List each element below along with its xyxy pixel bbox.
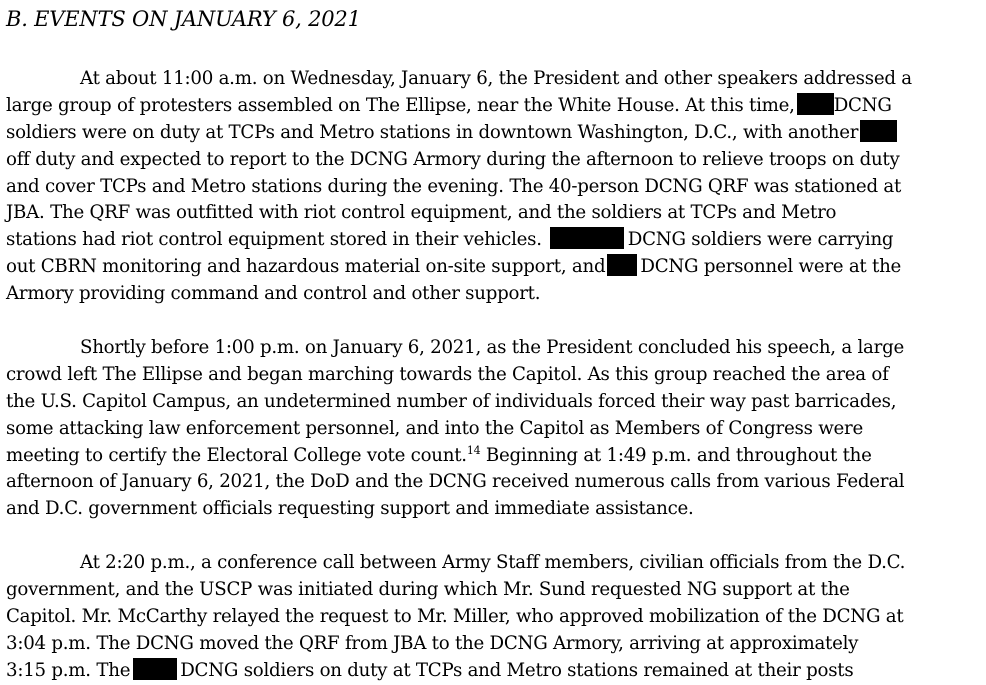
text-line: 3:04 p.m. The DCNG moved the QRF from JBA to the DCNG Armory, arriving at approximately: [6, 632, 859, 654]
paragraph-3: [6, 550, 982, 684]
text-line: off duty and expected to report to the DCNG Armory during the afternoon to relieve troops on duty: [6, 148, 900, 170]
redaction-box: [797, 93, 834, 115]
text-line: [6, 227, 982, 254]
text-line: [6, 335, 982, 362]
line-text: DCNG soldiers were carrying: [627, 229, 894, 251]
text-line: [6, 93, 982, 120]
line-text: DCNG personnel were at the: [640, 256, 902, 278]
line-text: At about 11:00 a.m. on Wednesday, January 6, the President and other speakers addressed a: [80, 68, 912, 89]
text-line: [6, 550, 982, 577]
line-text: out CBRN monitoring and hazardous material on-site support, and: [6, 256, 606, 278]
text-line: [6, 66, 982, 93]
redaction-box: [607, 254, 637, 276]
redaction-box: [860, 120, 897, 142]
text-line: [6, 658, 982, 685]
text-line: the U.S. Capitol Campus, an undetermined number of individuals forced their way past barricades,: [6, 390, 897, 412]
document-page: [6, 0, 982, 685]
paragraph-2: [6, 335, 982, 523]
line-text: Beginning at 1:49 p.m. and throughout the: [480, 444, 872, 466]
text-line: some attacking law enforcement personnel, and into the Capitol as Members of Congress were: [6, 417, 863, 439]
text-line: Armory providing command and control and other support.: [6, 283, 541, 305]
text-line: and D.C. government officials requesting support and immediate assistance.: [6, 498, 694, 520]
text-line: [6, 443, 982, 470]
line-text: stations had riot control equipment stored in their vehicles.: [6, 229, 542, 251]
text-line: JBA. The QRF was outfitted with riot control equipment, and the soldiers at TCPs and Metro: [6, 202, 837, 224]
line-text: DCNG: [833, 94, 892, 116]
line-text: large group of protesters assembled on The Ellipse, near the White House. At this time,: [6, 94, 795, 116]
line-text: Shortly before 1:00 p.m. on January 6, 2021, as the President concluded his speech, a large: [80, 337, 904, 359]
section-heading: B. EVENTS ON JANUARY 6, 2021: [6, 7, 361, 31]
text-line: and cover TCPs and Metro stations during the evening. The 40-person DCNG QRF was stationed at: [6, 175, 902, 197]
paragraph-1: [6, 66, 982, 308]
line-text: 3:15 p.m. The: [6, 659, 131, 681]
text-line: afternoon of January 6, 2021, the DoD and the DCNG received numerous calls from various Federal: [6, 471, 905, 493]
line-text: DCNG soldiers on duty at TCPs and Metro stations remained at their posts: [180, 659, 854, 681]
line-text: At 2:20 p.m., a conference call between Army Staff members, civilian officials from the D.C.: [80, 552, 906, 574]
redaction-box: [133, 658, 177, 680]
text-line: crowd left The Ellipse and began marching towards the Capitol. As this group reached the area of: [6, 363, 889, 385]
text-line: [6, 254, 982, 281]
text-line: [6, 120, 982, 147]
footnote-reference: 14: [466, 443, 481, 457]
redaction-box: [550, 227, 624, 249]
line-text: soldiers were on duty at TCPs and Metro stations in downtown Washington, D.C., with another: [6, 121, 859, 143]
text-line: government, and the USCP was initiated during which Mr. Sund requested NG support at the: [6, 579, 850, 601]
text-line: Capitol. Mr. McCarthy relayed the request to Mr. Miller, who approved mobilization of the DCNG at: [6, 606, 904, 628]
line-text: meeting to certify the Electoral College vote count.: [6, 444, 467, 466]
